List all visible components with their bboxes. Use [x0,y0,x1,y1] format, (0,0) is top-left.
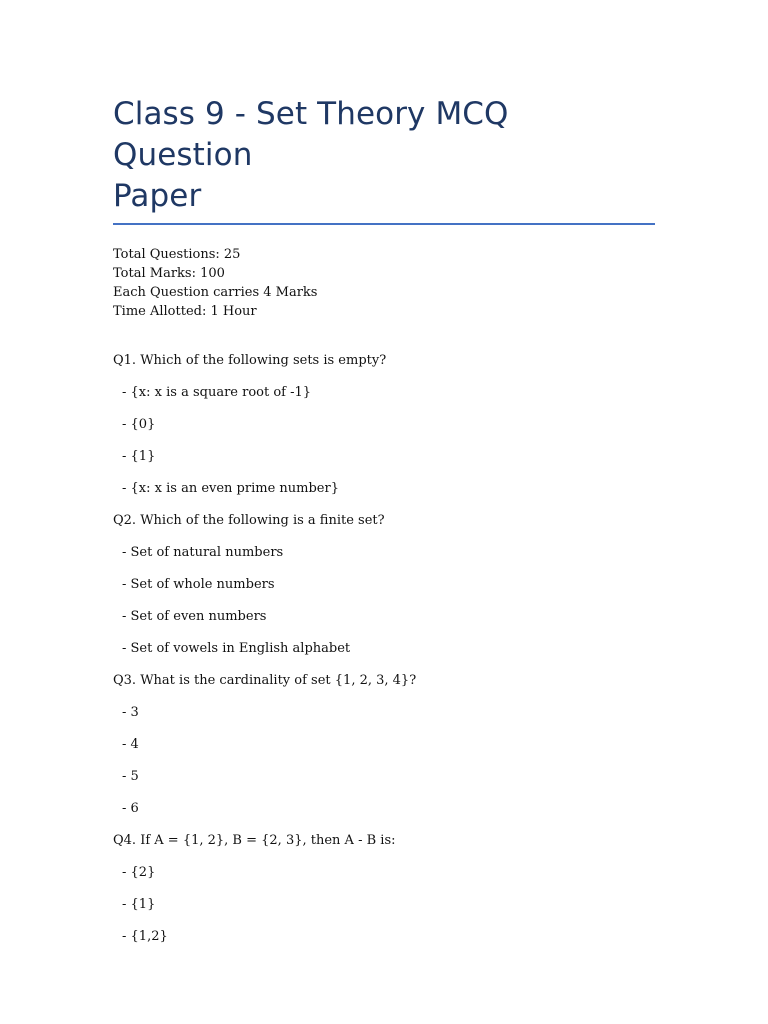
question-block [113,673,655,817]
total-marks: Total Marks: 100 [113,266,225,281]
question-block [113,833,655,945]
time-allotted: Time Allotted: 1 Hour [113,304,257,319]
answer-option: - 6 [122,801,139,816]
exam-info [113,245,655,321]
answer-option: - Set of vowels in English alphabet [122,641,351,656]
answer-option: - 4 [122,737,139,752]
answer-option: - 5 [122,769,139,784]
title-underline [113,223,655,225]
answer-option: - Set of natural numbers [122,545,284,560]
question-text: Q1. Which of the following sets is empty? [113,353,387,368]
answer-option: - 3 [122,705,139,720]
answer-option: - {0} [122,417,156,432]
title-line-2: Paper [113,178,202,214]
marks-per-question: Each Question carries 4 Marks [113,285,318,300]
question-list [113,353,655,945]
question-text: Q3. What is the cardinality of set {1, 2, 3, 4}? [113,673,417,688]
answer-option: - Set of whole numbers [122,577,275,592]
question-block [113,513,655,657]
answer-option: - {x: x is a square root of -1} [122,385,312,400]
question-block [113,353,655,497]
answer-option: - {x: x is an even prime number} [122,481,339,496]
answer-option: - {1,2} [122,929,168,944]
page-title [113,94,655,217]
answer-option: - {1} [122,449,156,464]
answer-option: - {1} [122,897,156,912]
question-text: Q4. If A = {1, 2}, B = {2, 3}, then A - B is: [113,833,396,848]
answer-option: - Set of even numbers [122,609,267,624]
title-line-1: Class 9 - Set Theory MCQ Question [113,96,509,173]
question-text: Q2. Which of the following is a finite set? [113,513,385,528]
document-page [113,94,655,961]
answer-option: - {2} [122,865,156,880]
total-questions: Total Questions: 25 [113,247,241,262]
